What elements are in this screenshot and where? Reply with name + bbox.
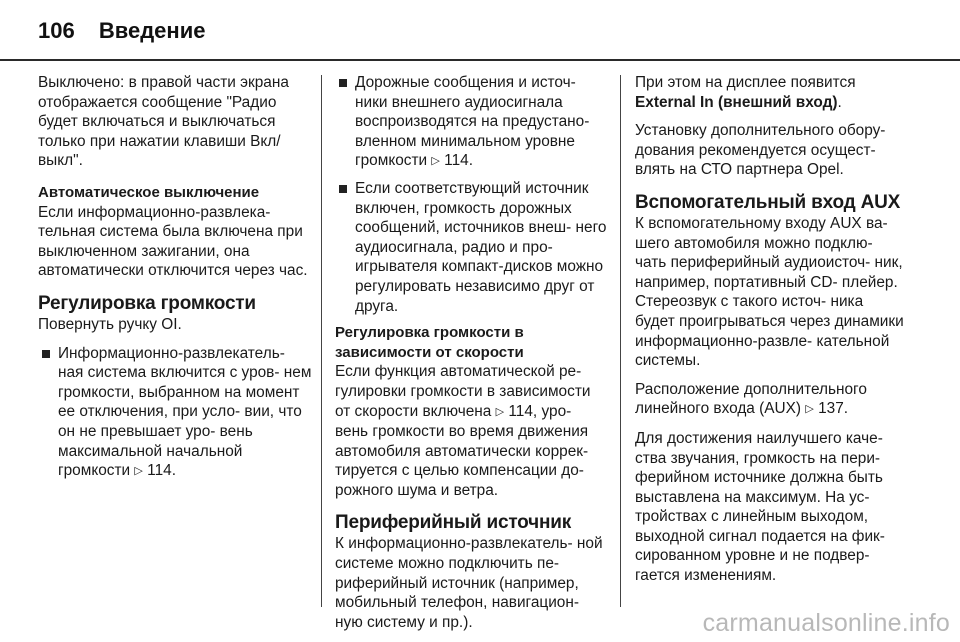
section-heading: Регулировка громкости — [38, 292, 256, 314]
paragraph: Выключено: в правой части экрана отображается сообщение "Радио будет включаться и выключаться только при нажатии клавиши Вкл/ выкл". — [38, 74, 289, 170]
arrow-right-icon: ▷ — [431, 155, 440, 168]
paragraph: Если информационно-развлека- тельная система была включена при выключенном зажигании, она автоматически отключится через час. — [38, 203, 308, 280]
section-heading: Регулировка громкости в зависимости от скорости — [335, 324, 524, 361]
paragraph: Повернуть ручку OI. — [38, 315, 182, 333]
column-2 — [335, 73, 607, 641]
paragraph: Для достижения наилучшего каче- ства звучания, громкость на пери- ферийном источнике должна быть выставлена на максимум. На ус- тройствах с линейным выходом, выходной сигнал подается на фик- сированном уровне и не подвер- гается изменениям. — [635, 429, 885, 585]
arrow-right-icon: ▷ — [495, 405, 505, 418]
paragraph: Расположение дополнительного линейного входа (AUX) ▷ 137. — [635, 380, 905, 420]
display-message: External In (внешний вход) — [635, 93, 838, 111]
page-reference-link[interactable]: 114, — [508, 402, 538, 420]
header-rule — [0, 59, 960, 61]
column-divider — [620, 75, 621, 607]
list-item: Если соответствующий источник включен, громкость дорожных сообщений, источников внеш- него аудиосигнала, радио и про- игрывателя компакт-дисков можно регулировать независимо друг от друга. — [335, 179, 607, 316]
section-heading: Периферийный источник — [335, 512, 572, 534]
watermark: carmanualsonline.info — [702, 609, 950, 637]
column-1 — [38, 73, 312, 489]
page-reference-link[interactable]: 114. — [147, 462, 176, 480]
bullet-icon — [339, 79, 347, 87]
list-item: Информационно-развлекатель- ная система включится с уров- нем громкости, выбранном на момент ее отключения, при усло- вии, что он не превышает уро- вень максимальной начальной громкости ▷ 114. — [38, 344, 312, 482]
paragraph: При этом на дисплее появится External In (внешний вход). — [635, 74, 856, 111]
bullet-icon — [42, 350, 50, 358]
arrow-right-icon: ▷ — [134, 465, 143, 478]
list-item: Дорожные сообщения и источ- ники внешнего аудиосигнала воспроизводятся на предустано- вленном минимальном уровне громкости ▷ 114. — [335, 73, 607, 172]
column-divider — [321, 75, 322, 607]
paragraph: К информационно-развлекатель- ной системе можно подключить пе- риферийный источник (например, мобильный телефон, навигацион- ную систему и пр.). — [335, 535, 603, 631]
arrow-right-icon: ▷ — [805, 403, 814, 416]
section-heading: Автоматическое выключение — [38, 183, 260, 201]
paragraph: Если функция автоматической ре- гулировки громкости в зависимости от скорости включена ▷ 114, уро- вень громкости во время движения автомобиля автоматически коррек- тируется с целью компенсации до- рожного шума и ветра. — [335, 363, 591, 499]
paragraph: Установку дополнительного обору- дования рекомендуется осущест- влять на СТО партнера Opel. — [635, 122, 886, 179]
page-reference-link[interactable]: 137. — [818, 400, 849, 418]
page-reference-link[interactable]: 114. — [444, 152, 473, 170]
page-number: 106 — [38, 18, 75, 43]
paragraph: К вспомогательному входу AUX ва- шего автомобиля можно подклю- чать периферийный аудиоисточ- ник, например, портативный CD- плейер. Стереозвук с такого источ- ника будет проигрываться через динамики информационно-развле- кательной системы. — [635, 214, 904, 370]
bullet-icon — [339, 185, 347, 193]
section-heading: Вспомогательный вход AUX — [635, 191, 901, 213]
column-3 — [635, 73, 905, 595]
page-title: Введение — [98, 18, 206, 43]
page-header — [38, 18, 205, 48]
